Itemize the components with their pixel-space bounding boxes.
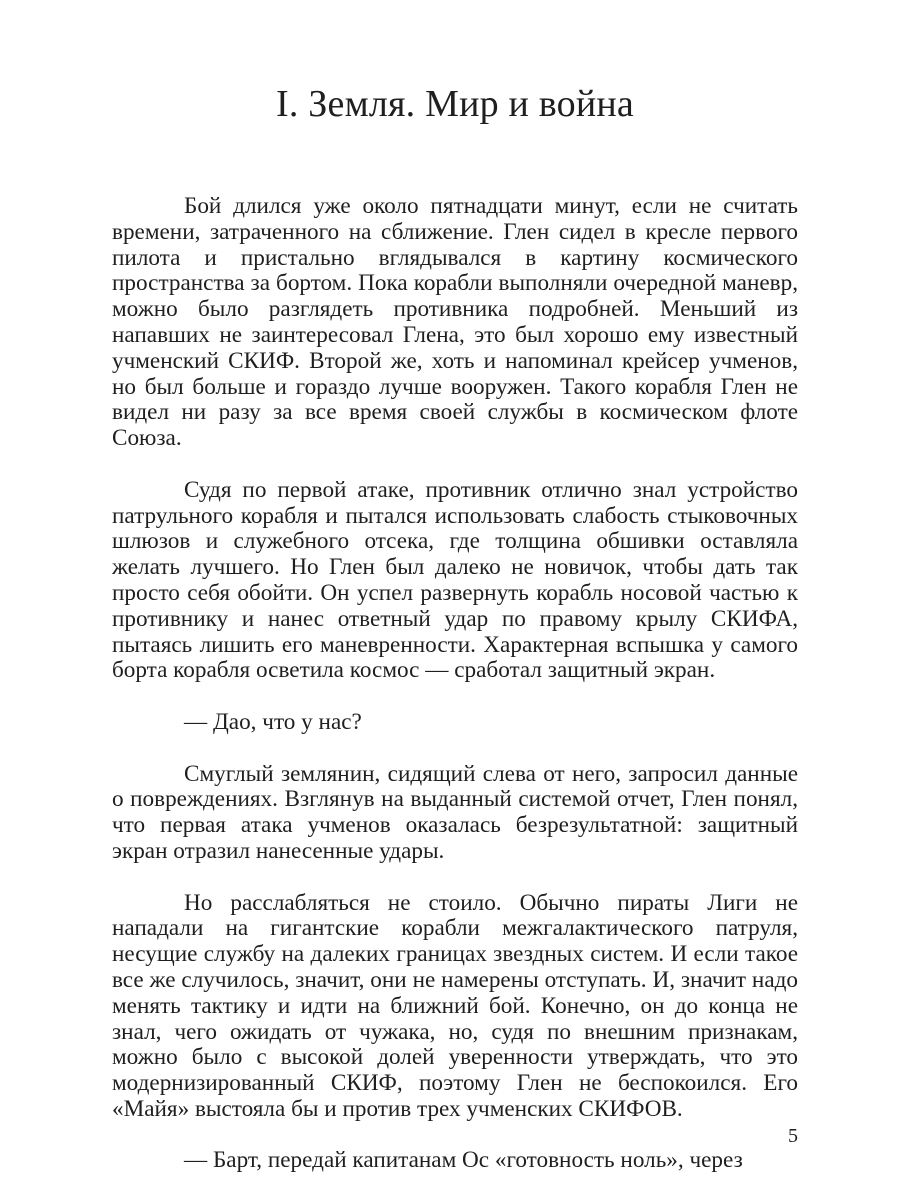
body-text — [112, 194, 798, 1174]
paragraph: Бой длился уже около пятнадцати минут, если не считать времени, затраченного на сближение. Глен сидел в кресле первого пилота и пристально вглядывался в картину космического пространства за бортом. Пока корабли выполняли очередной маневр, можно было разглядеть противника подробней. Меньший из напавших не заинтересовал Глена, это был хорошо ему известный учменский СКИФ. Второй же, хоть и напоминал крейсер учменов, но был больше и гораздо лучше вооружен. Такого корабля Глен не видел ни разу за все время своей службы в космическом флоте Союза. — [112, 193, 798, 452]
dialogue-line: — Барт, передай капитанам Ос «готовность ноль», через — [184, 1147, 743, 1174]
paragraph: Судя по первой атаке, противник отлично знал устройство патрульного корабля и пытался использовать слабость стыковочных шлюзов и служебного отсека, где толщина обшивки оставляла желать лучшего. Но Глен был далеко не новичок, чтобы дать так просто себя обойти. Он успел развернуть корабль носовой частью к противнику и нанес ответный удар по правому крылу СКИФА, пытаясь лишить его маневренности. Характерная вспышка у самого борта корабля осветила космос — сработал защитный экран. — [112, 476, 798, 684]
paragraph: Смуглый землянин, сидящий слева от него, запросил данные о повреждениях. Взглянув на выданный системой отчет, Глен понял, что первая атака учменов оказалась безрезультатной: защитный экран отразил нанесенные удары. — [112, 760, 798, 864]
paragraph: Но расслабляться не стоило. Обычно пираты Лиги не нападали на гигантские корабли межгалактического патруля, несущие службу на далеких границах звездных систем. И если такое все же случилось, значит, они не намерены отступать. И, значит надо менять тактику и идти на ближний бой. Конечно, он до конца не знал, чего ожидать от чужака, но, судя по внешним признакам, можно было с высокой долей уверенности утверждать, что это модернизированный СКИФ, поэтому Глен не беспокоился. Его «Майя» выстояла бы и против трех учменских СКИФОВ. — [112, 889, 798, 1122]
dialogue-line: — Дао, что у нас? — [184, 708, 362, 735]
page-number: 5 — [788, 1125, 798, 1147]
chapter-title: I. Земля. Мир и война — [276, 83, 634, 125]
